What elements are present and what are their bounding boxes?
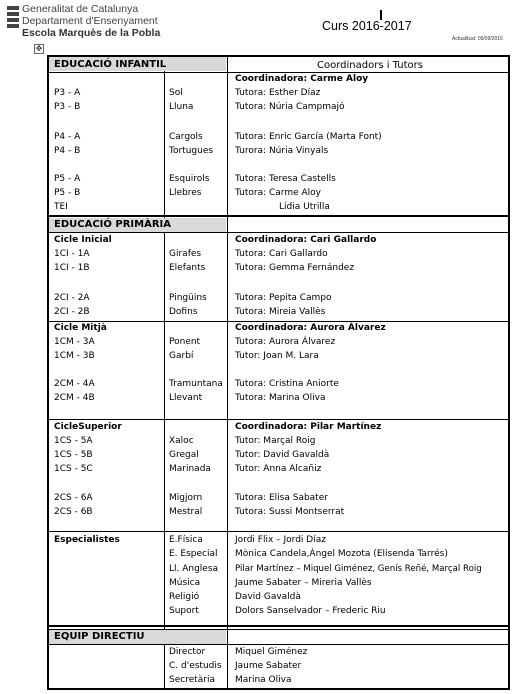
specialist-name: Jaume Sabater – Mireria Vallès: [235, 578, 372, 588]
tutor-name: Tutora: Esther Díaz: [235, 88, 321, 98]
tutor-name: Tutora: Teresa Castells: [235, 174, 336, 184]
subject-name: E.Física: [169, 535, 203, 545]
header-generalitat: Generalitat de Catalunya: [22, 3, 139, 15]
class-name: Tortugues: [169, 146, 214, 156]
row-divider: [49, 72, 508, 73]
class-name: Tramuntana: [169, 379, 223, 389]
class-name: Sol: [169, 88, 183, 98]
director-name: Marina Oliva: [235, 675, 292, 685]
cycle-coord: Coordinadora: Cari Gallardo: [235, 235, 377, 245]
group-label: P5 - A: [54, 174, 81, 184]
group-label: 1CS - 5C: [54, 464, 93, 474]
updated-date: Actualitzat: 09/09/2016: [452, 36, 503, 42]
tutor-name: Tutora: Marina Oliva: [235, 393, 326, 403]
group-label: 2CM - 4A: [54, 379, 95, 389]
tutor-name: Tutora: Gemma Fernández: [235, 263, 355, 273]
tutor-name: Lídia Utrilla: [279, 202, 330, 212]
group-label: 2CM - 4B: [54, 393, 95, 403]
director-name: Jaume Sabater: [235, 661, 302, 671]
class-name: Pingüins: [169, 293, 207, 303]
class-name: Dofins: [169, 307, 198, 317]
cycle-coord: Coordinadora: Pilar Martínez: [235, 422, 382, 432]
tutor-name: Tutora: Sussi Montserrat: [235, 507, 345, 517]
row-divider: [49, 644, 508, 645]
subject-name: Ll. Anglesa: [169, 564, 219, 574]
group-label: 2CS - 6A: [54, 493, 93, 503]
subject-name: E. Especial: [169, 549, 218, 559]
tutor-name: Tutor: Joan M. Lara: [235, 351, 319, 361]
column-divider: [164, 57, 165, 688]
class-name: Elefants: [169, 263, 206, 273]
tutor-name: Tutora: Aurora Álvarez: [235, 337, 336, 347]
group-label: 1CI - 1B: [54, 263, 90, 273]
tutor-name: Tutora: Cristina Aniorte: [235, 379, 339, 389]
cycle-title: Cicle Mitjà: [54, 323, 107, 333]
class-name: Marinada: [169, 464, 211, 474]
tutor-name: Tutora: Pepita Campo: [235, 293, 332, 303]
class-name: Lluna: [169, 102, 194, 112]
tutor-name: Tutora: Carme Aloy: [235, 188, 321, 198]
tutor-name: Tutora: Enric García (Marta Font): [235, 132, 382, 142]
role-name: Secretària: [169, 675, 215, 685]
cycle-title: CicleSuperior: [54, 422, 122, 432]
group-label: 1CS - 5A: [54, 436, 93, 446]
course-year: Curs 2016-2017: [322, 19, 412, 33]
class-name: Girafes: [169, 249, 202, 259]
row-divider: [49, 321, 508, 322]
group-label: 1CM - 3A: [54, 337, 95, 347]
tutor-name: Tutora: Elisa Sabater: [235, 493, 328, 503]
specialist-name: Jordi Flix – Jordi Díaz: [235, 535, 326, 545]
group-label: P3 - A: [54, 88, 81, 98]
tutor-name: Tutora: Núria Campmajó: [235, 102, 345, 112]
class-name: Llevant: [169, 393, 203, 403]
tutor-name: Tutor: David Gavaldà: [235, 450, 330, 460]
tutor-name: Tutora: Cari Gallardo: [235, 249, 328, 259]
group-label: P5 - B: [54, 188, 81, 198]
class-name: Ponent: [169, 337, 201, 347]
school-header: [22, 3, 160, 39]
class-name: Gregal: [169, 450, 199, 460]
class-name: Llebres: [169, 188, 202, 198]
directiu-title: EQUIP DIRECTIU: [54, 631, 145, 642]
group-label: 1CM - 3B: [54, 351, 95, 361]
class-name: Cargols: [169, 132, 203, 142]
role-name: C. d'estudis: [169, 661, 222, 671]
primaria-title: EDUCACIÓ PRIMÀRIA: [54, 219, 171, 230]
subject-name: Religió: [169, 592, 200, 602]
tutor-name: Tutora: Mireia Vallès: [235, 307, 326, 317]
group-label: 2CI - 2A: [54, 293, 90, 303]
group-label: P4 - A: [54, 132, 81, 142]
group-label: 1CS - 5B: [54, 450, 93, 460]
class-name: Migjorn: [169, 493, 203, 503]
specialist-name: David Gavaldà: [235, 592, 301, 602]
row-divider: [49, 531, 508, 532]
generalitat-logo: [7, 6, 19, 36]
group-label: 2CS - 6B: [54, 507, 93, 517]
row-divider: [49, 629, 508, 630]
specialist-name: Dolors Sanselvador – Frederic Riu: [235, 606, 386, 616]
director-name: Miquel Giménez: [235, 647, 308, 657]
class-name: Esquirols: [169, 174, 210, 184]
group-label: 2CI - 2B: [54, 307, 90, 317]
cycle-title: Cicle Inicial: [54, 235, 112, 245]
group-label: TEI: [54, 202, 68, 212]
class-name: Xaloc: [169, 436, 194, 446]
coord-header: Coordinadors i Tutors: [317, 60, 423, 71]
tutor-name: Turora: Núria Vinyals: [235, 146, 329, 156]
especialistes-title: Especialistes: [54, 535, 120, 545]
cycle-coord: Coordinadora: Aurora Álvarez: [235, 323, 386, 333]
staff-table: [47, 55, 510, 690]
row-divider: [49, 232, 508, 233]
row-divider: [49, 625, 508, 627]
class-name: Mestral: [169, 507, 203, 517]
header-school-name: Escola Marquès de la Pobla: [22, 27, 161, 39]
specialist-name: Pilar Martínez – Miquel Giménez, Genís Reñé, Marçal Roig: [235, 564, 482, 574]
infantil-title: EDUCACIÓ INFANTIL: [54, 59, 167, 70]
role-name: Director: [169, 647, 206, 657]
tutor-name: Tutor: Marçal Roig: [235, 436, 316, 446]
row-divider: [49, 215, 508, 217]
tutor-name: Tutor: Anna Alcañiz: [235, 464, 322, 474]
group-label: P4 - B: [54, 146, 81, 156]
group-label: 1CI - 1A: [54, 249, 90, 259]
infantil-coord: Coordinadora: Carme Aloy: [235, 74, 369, 84]
table-move-handle-icon[interactable]: ✥: [35, 44, 43, 53]
specialist-name: Mònica Candela,Àngel Mozota (Elisenda Tarrés): [235, 549, 448, 559]
subject-name: Suport: [169, 606, 199, 616]
column-divider: [227, 57, 228, 688]
subject-name: Música: [169, 578, 201, 588]
class-name: Garbí: [169, 351, 194, 361]
group-label: P3 - B: [54, 102, 81, 112]
header-departament: Departament d'Ensenyament: [22, 15, 158, 27]
row-divider: [49, 419, 508, 420]
